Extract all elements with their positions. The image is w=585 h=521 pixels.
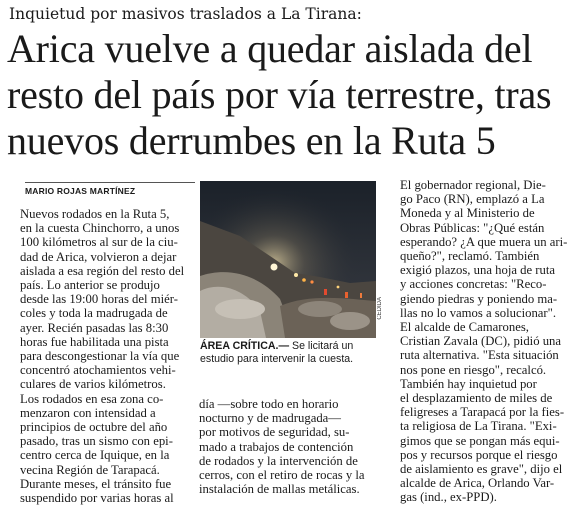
text-line: instalación de mallas metálicas. [199,482,360,497]
article-paragraph [8,207,195,392]
night-landslide-scene [200,181,376,338]
article-column-3 [388,178,578,505]
text-line: principios de octubre del año [20,420,168,435]
text-line: go Paco (RN), emplazó a La [400,192,545,207]
byline: MARIO ROJAS MARTÍNEZ [25,182,195,196]
text-line: Obras Públicas: "¿Qué están [400,220,545,235]
text-line: feligreses a Tarapacá por la fies- [400,405,565,420]
text-line: giendo piedras y poniendo ma- [400,291,558,306]
caption-label: ÁREA CRÍTICA.— [200,340,290,352]
text-line: pasado, tras un sismo con epi- [20,434,173,449]
text-line: cerros, con el retiro de rocas y la [199,468,365,483]
text-line: y acciones concretas: "Reco- [400,277,547,292]
text-line: aislada a esa región del resto del [20,263,185,278]
text-line: culares de varios kilómetros. [20,377,166,392]
text-line: concentró atochamientos vehi- [20,363,176,378]
text-line: día —sobre todo en horario [199,397,339,411]
text-line: ruta alternativa. "Esta situación [400,348,559,363]
text-line: horas fue habilitada una pista [20,334,169,349]
article-paragraph [388,377,578,505]
text-line: de rodados y la intervención de [199,453,358,468]
text-line: dad de Arica, volvieron a dejar [20,249,177,264]
headline-line: nuevos derrumbes en la Ruta 5 [7,118,496,163]
article-paragraph [388,320,578,377]
text-line: queño?", reclamó. También [400,249,540,264]
photo-credit: CEDIDA [377,297,383,320]
text-line: exigió plazos, una hoja de ruta [400,263,556,278]
text-line: el desplazamiento de miles de [400,391,553,406]
headline [7,26,583,164]
text-line: esperando? ¿A que muera un ari- [400,234,568,249]
text-line: coles y toda la madrugada de [20,306,168,321]
article-paragraph [8,392,195,506]
text-line: El gobernador regional, Die- [400,178,546,192]
text-line: en la cuesta Chinchorro, a unos [20,221,180,236]
text-line: para descongestionar la vía que [20,349,180,364]
text-line: nos pone en riesgo", recalcó. [400,362,547,377]
text-line: desde las 19:00 horas del miér- [20,292,178,307]
text-line: gas (ind., ex-PPD). [400,490,497,505]
article-column-2 [199,397,377,496]
text-line: menzaron con intensidad a [20,405,156,420]
text-line: El alcalde de Camarones, [400,320,529,335]
article-paragraph [388,178,578,320]
text-line: Durante meses, el tránsito fue [20,476,172,491]
text-line: suspendido por varias horas al [20,491,174,506]
text-line: ta religiosa de La Tirana. "Exi- [400,419,557,434]
text-line: pos y recursos porque el riesgo [400,447,558,462]
headline-line: Arica vuelve a quedar aislada del [7,26,533,71]
article-column-1 [8,207,195,505]
text-line: alcalde de Arica, Orlando Var- [400,476,555,491]
text-line: También hay inquietud por [400,376,537,391]
text-line: 100 kilómetros al sur de la ciu- [20,235,178,250]
text-line: gimos que se pongan más equi- [400,433,560,448]
text-line: país. Lo anterior se produjo [20,278,160,293]
text-line: ayer. Recién pasadas las 8:30 [20,320,169,335]
text-line: de aislamiento es grave", dijo el [400,462,563,477]
text-line: llas no lo vamos a solucionar". [400,305,556,320]
text-line: Los rodados en esa zona co- [20,391,164,406]
text-line: Cristian Zavala (DC), pidió una [400,334,562,349]
text-line: Moneda y al Ministerio de [400,206,535,221]
text-line: por motivos de seguridad, su- [199,425,350,440]
headline-line: resto del país por vía terrestre, tras [7,72,552,117]
article-paragraph [199,397,377,496]
text-line: centro cerca de Iquique, en la [20,448,170,463]
article-photo [200,181,376,338]
text-line: mado a trabajos de contención [199,439,354,454]
photo-caption [200,340,378,366]
caption-text: Se licitará un [289,340,354,352]
caption-text: estudio para intervenir la cuesta. [200,353,354,365]
text-line: Nuevos rodados en la Ruta 5, [20,207,170,221]
kicker: Inquietud por masivos traslados a La Tirana: [9,5,362,23]
text-line: nocturno y de madrugada— [199,411,341,426]
text-line: vecina Región de Tarapacá. [20,462,160,477]
